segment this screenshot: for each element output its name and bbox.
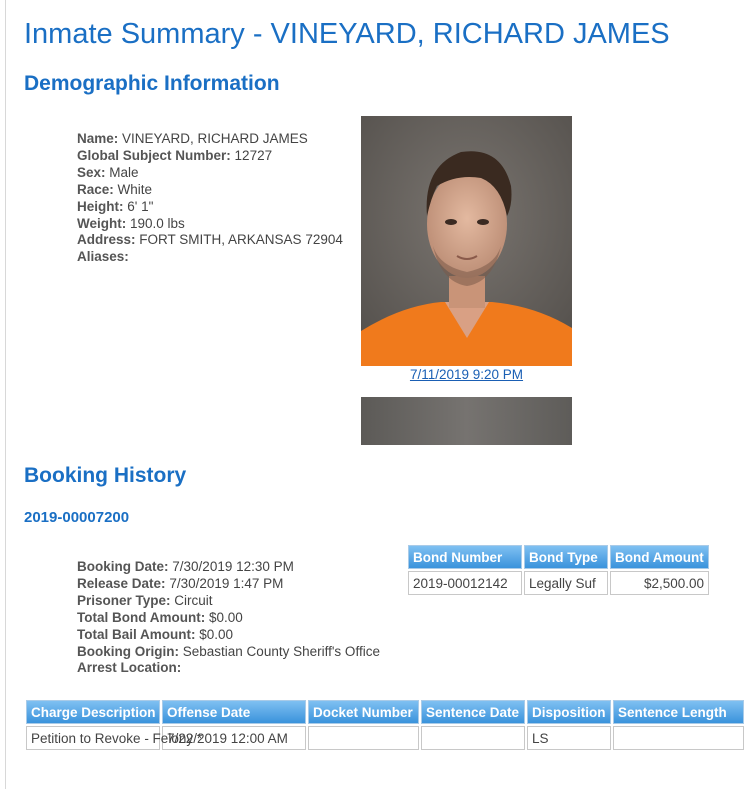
page-title: Inmate Summary - VINEYARD, RICHARD JAMES (24, 18, 670, 50)
field-prisoner-type: Prisoner Type: Circuit (77, 592, 213, 608)
field-global-subject-number: Global Subject Number: 12727 (77, 147, 273, 163)
photo-date-link[interactable]: 7/11/2019 9:20 PM (409, 367, 524, 382)
field-arrest-location: Arrest Location: (77, 660, 182, 676)
field-address: Address: FORT SMITH, ARKANSAS 72904 (77, 232, 343, 248)
cell-sentence-date (421, 726, 525, 750)
table-row (26, 726, 744, 750)
cell-disposition: LS (527, 726, 611, 750)
cell-charge-description: Petition to Revoke - Felony * (26, 726, 160, 750)
col-docket-number[interactable]: Docket Number (308, 700, 419, 724)
cell-bond-type: Legally Suf (524, 571, 608, 595)
demographic-heading: Demographic Information (24, 72, 280, 95)
col-charge-description[interactable]: Charge Description (26, 700, 160, 724)
cell-offense-date: 7/22/2019 12:00 AM (162, 726, 306, 750)
col-bond-amount[interactable]: Bond Amount (610, 545, 709, 569)
booking-history-heading: Booking History (24, 464, 187, 487)
field-name: Name: VINEYARD, RICHARD JAMES (77, 131, 308, 146)
col-offense-date[interactable]: Offense Date (162, 700, 306, 724)
field-release-date: Release Date: 7/30/2019 1:47 PM (77, 575, 284, 591)
field-booking-date: Booking Date: 7/30/2019 12:30 PM (77, 559, 294, 574)
field-total-bail-amount: Total Bail Amount: $0.00 (77, 626, 234, 642)
field-race: Race: White (77, 181, 153, 197)
col-bond-type[interactable]: Bond Type (524, 545, 608, 569)
col-disposition[interactable]: Disposition (527, 700, 611, 724)
cell-sentence-length (613, 726, 744, 750)
charges-table-header (26, 700, 744, 724)
field-aliases: Aliases: (77, 249, 129, 265)
col-sentence-date[interactable]: Sentence Date (421, 700, 525, 724)
col-sentence-length[interactable]: Sentence Length (613, 700, 744, 724)
col-bond-number[interactable]: Bond Number (408, 545, 522, 569)
field-sex: Sex: Male (77, 164, 139, 180)
field-height: Height: 6' 1" (77, 198, 154, 214)
booking-number: 2019-00007200 (24, 509, 130, 526)
cell-bond-number: 2019-00012142 (408, 571, 522, 595)
field-total-bond-amount: Total Bond Amount: $0.00 (77, 609, 243, 625)
cell-docket-number (308, 726, 419, 750)
cell-bond-amount: $2,500.00 (610, 571, 709, 595)
field-weight: Weight: 190.0 lbs (77, 215, 185, 231)
charges-table (24, 698, 746, 752)
field-booking-origin: Booking Origin: Sebastian County Sheriff's Office (77, 643, 380, 659)
